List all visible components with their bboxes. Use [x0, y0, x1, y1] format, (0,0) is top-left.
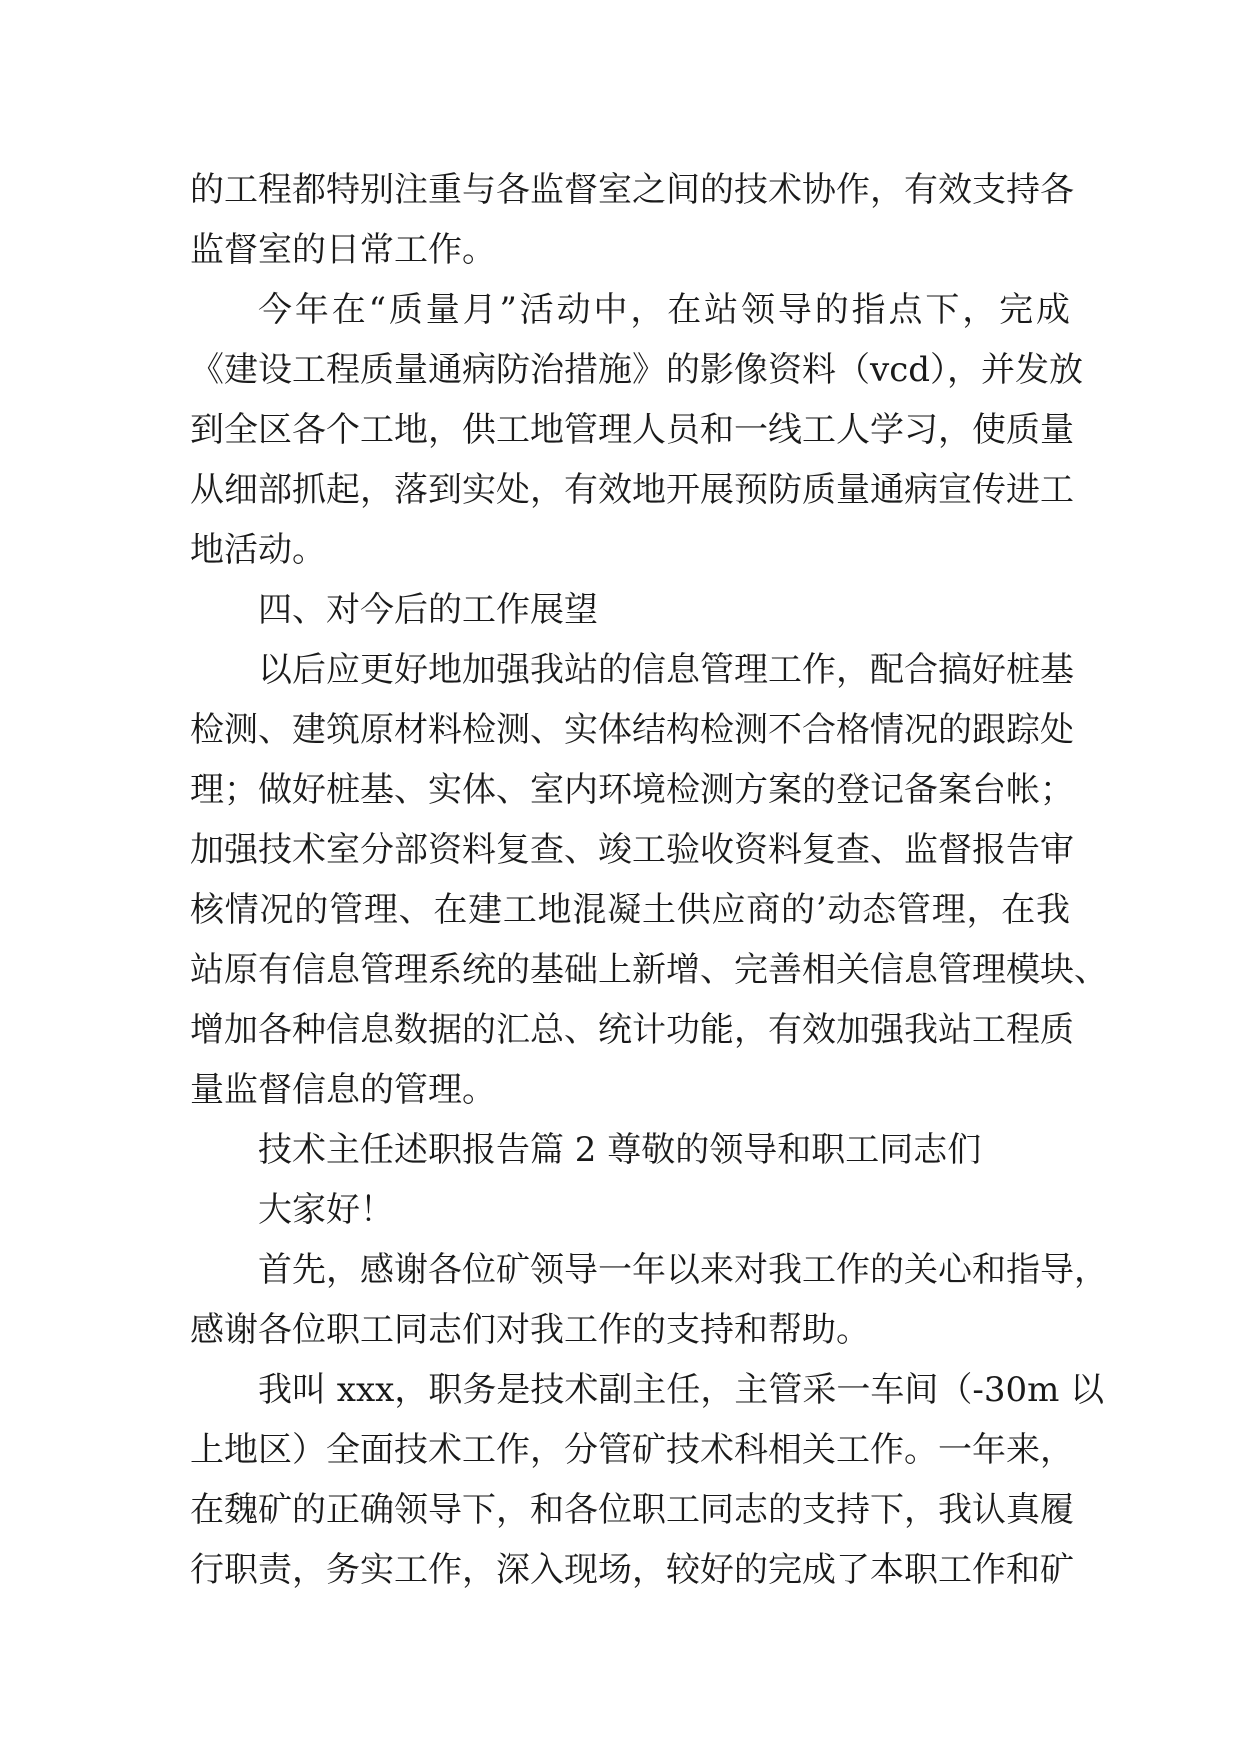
text-line: 加强技术室分部资料复查、竣工验收资料复查、监督报告审	[190, 830, 1074, 870]
paragraph-start-line: 以后应更好地加强我站的信息管理工作，配合搞好桩基	[258, 650, 1074, 690]
text-line: 到全区各个工地，供工地管理人员和一线工人学习，使质量	[190, 410, 1074, 450]
text-line: 在魏矿的正确领导下，和各位职工同志的支持下，我认真履	[190, 1490, 1074, 1530]
text-line: 站原有信息管理系统的基础上新增、完善相关信息管理模块、	[190, 950, 1108, 990]
text-line: 地活动。	[190, 530, 326, 570]
text-line: 量监督信息的管理。	[190, 1070, 496, 1110]
text-line: 从细部抓起，落到实处，有效地开展预防质量通病宣传进工	[190, 470, 1074, 510]
document-body	[190, 160, 1108, 1600]
text-line: 上地区）全面技术工作，分管矿技术科相关工作。一年来，	[190, 1430, 1074, 1470]
text-line: 核情况的管理、在建工地混凝土供应商的’动态管理，在我	[190, 890, 1070, 930]
text-line: 监督室的日常工作。	[190, 230, 496, 270]
paragraph-start-line: 我叫 xxx，职务是技术副主任，主管采一车间（-30m 以	[258, 1370, 1105, 1410]
text-line: 的工程都特别注重与各监督室之间的技术协作，有效支持各	[190, 170, 1074, 210]
text-line: 增加各种信息数据的汇总、统计功能，有效加强我站工程质	[190, 1010, 1074, 1050]
greeting-line: 大家好！	[258, 1190, 394, 1230]
paragraph-start-line: 首先，感谢各位矿领导一年以来对我工作的关心和指导，	[258, 1250, 1108, 1290]
text-line: 理；做好桩基、实体、室内环境检测方案的登记备案台帐；	[190, 770, 1074, 810]
text-line: 检测、建筑原材料检测、实体结构检测不合格情况的跟踪处	[190, 710, 1074, 750]
paragraph-start-line: 今年在“质量月”活动中，在站领导的指点下，完成	[258, 290, 1070, 330]
text-line: 感谢各位职工同志们对我工作的支持和帮助。	[190, 1310, 870, 1350]
section-heading: 四、对今后的工作展望	[258, 590, 598, 630]
report-title-line: 技术主任述职报告篇 2 尊敬的领导和职工同志们	[258, 1130, 982, 1170]
text-line: 行职责，务实工作，深入现场，较好的完成了本职工作和矿	[190, 1550, 1074, 1590]
text-line: 《建设工程质量通病防治措施》的影像资料（vcd），并发放	[190, 350, 1084, 390]
